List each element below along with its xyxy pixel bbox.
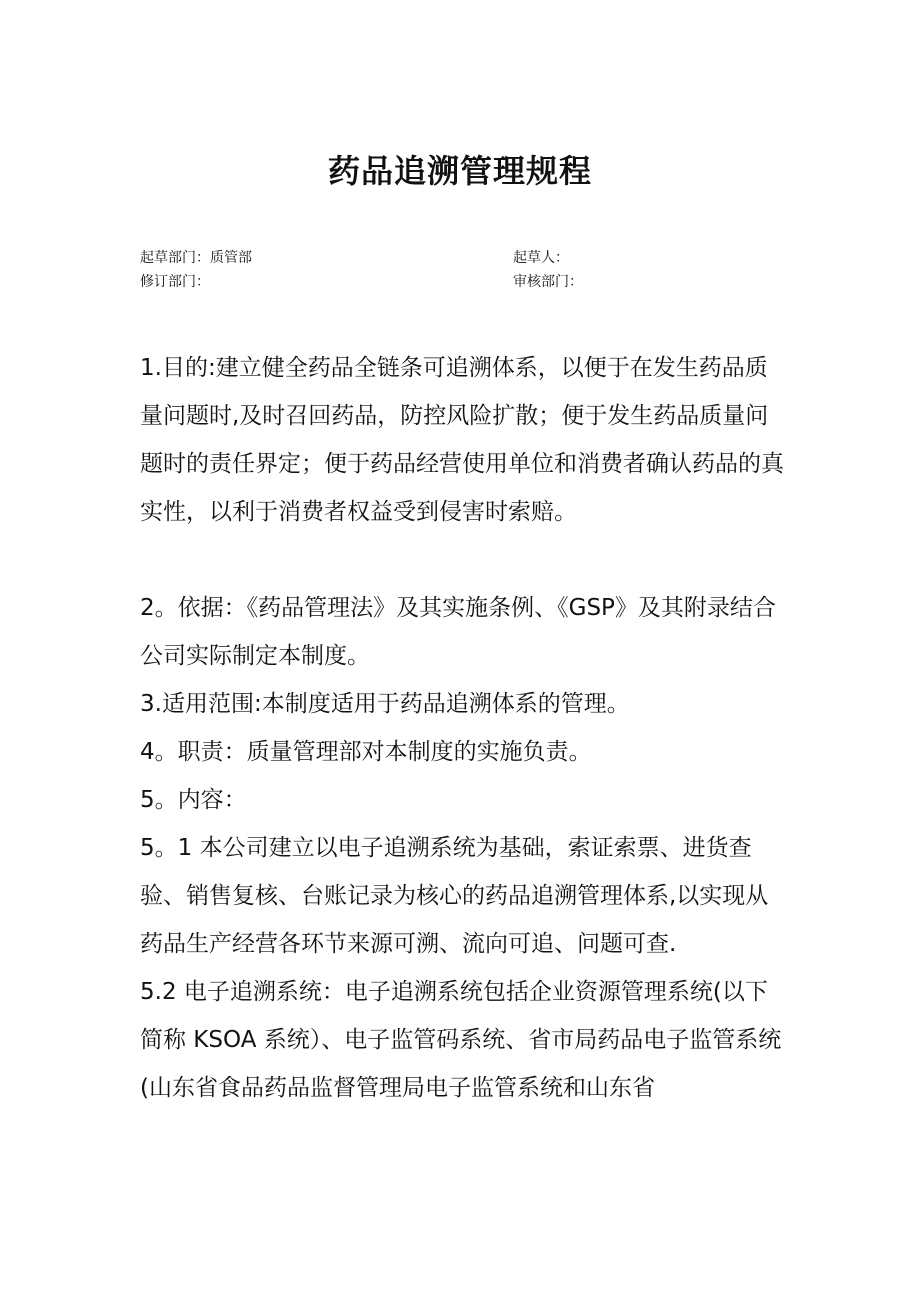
draft-department: 起草部门：质管部 bbox=[140, 250, 252, 266]
paragraph-scope: 3.适用范围:本制度适用于药品追溯体系的管理。 bbox=[140, 691, 630, 717]
document-body bbox=[140, 344, 785, 1112]
paragraph-gap bbox=[140, 536, 785, 584]
drafter: 起草人： bbox=[513, 250, 569, 266]
paragraph-content-heading: 5。内容： bbox=[140, 787, 247, 813]
paragraph-purpose: 1.目的:建立健全药品全链条可追溯体系，以便于在发生药品质量问题时,及时召回药品，防控风险扩散；便于发生药品质量问题时的责任界定；便于药品经营使用单位和消费者确认药品的真实性，以利于消费者权益受到侵害时索赔。 bbox=[140, 355, 784, 525]
paragraph-responsibility: 4。职责：质量管理部对本制度的实施负责。 bbox=[140, 739, 592, 765]
paragraph-5-1: 5。1 本公司建立以电子追溯系统为基础，索证索票、进货查验、销售复核、台账记录为核心的药品追溯管理体系,以实现从药品生产经营各环节来源可溯、流向可追、问题可查. bbox=[140, 835, 769, 957]
meta-left-block bbox=[140, 246, 252, 294]
revise-department: 修订部门： bbox=[140, 274, 210, 290]
paragraph-5-2: 5.2 电子追溯系统：电子追溯系统包括企业资源管理系统(以下简称 KSOA 系统）、电子监管码系统、省市局药品电子监管系统(山东省食品药品监督管理局电子监管系统和山东省 bbox=[140, 979, 782, 1101]
document-title: 药品追溯管理规程 bbox=[327, 152, 592, 190]
meta-right-block bbox=[513, 246, 583, 294]
paragraph-basis: 2。依据：《药品管理法》及其实施条例、《GSP》及其附录结合公司实际制定本制度。 bbox=[140, 595, 776, 669]
review-department: 审核部门： bbox=[513, 274, 583, 290]
